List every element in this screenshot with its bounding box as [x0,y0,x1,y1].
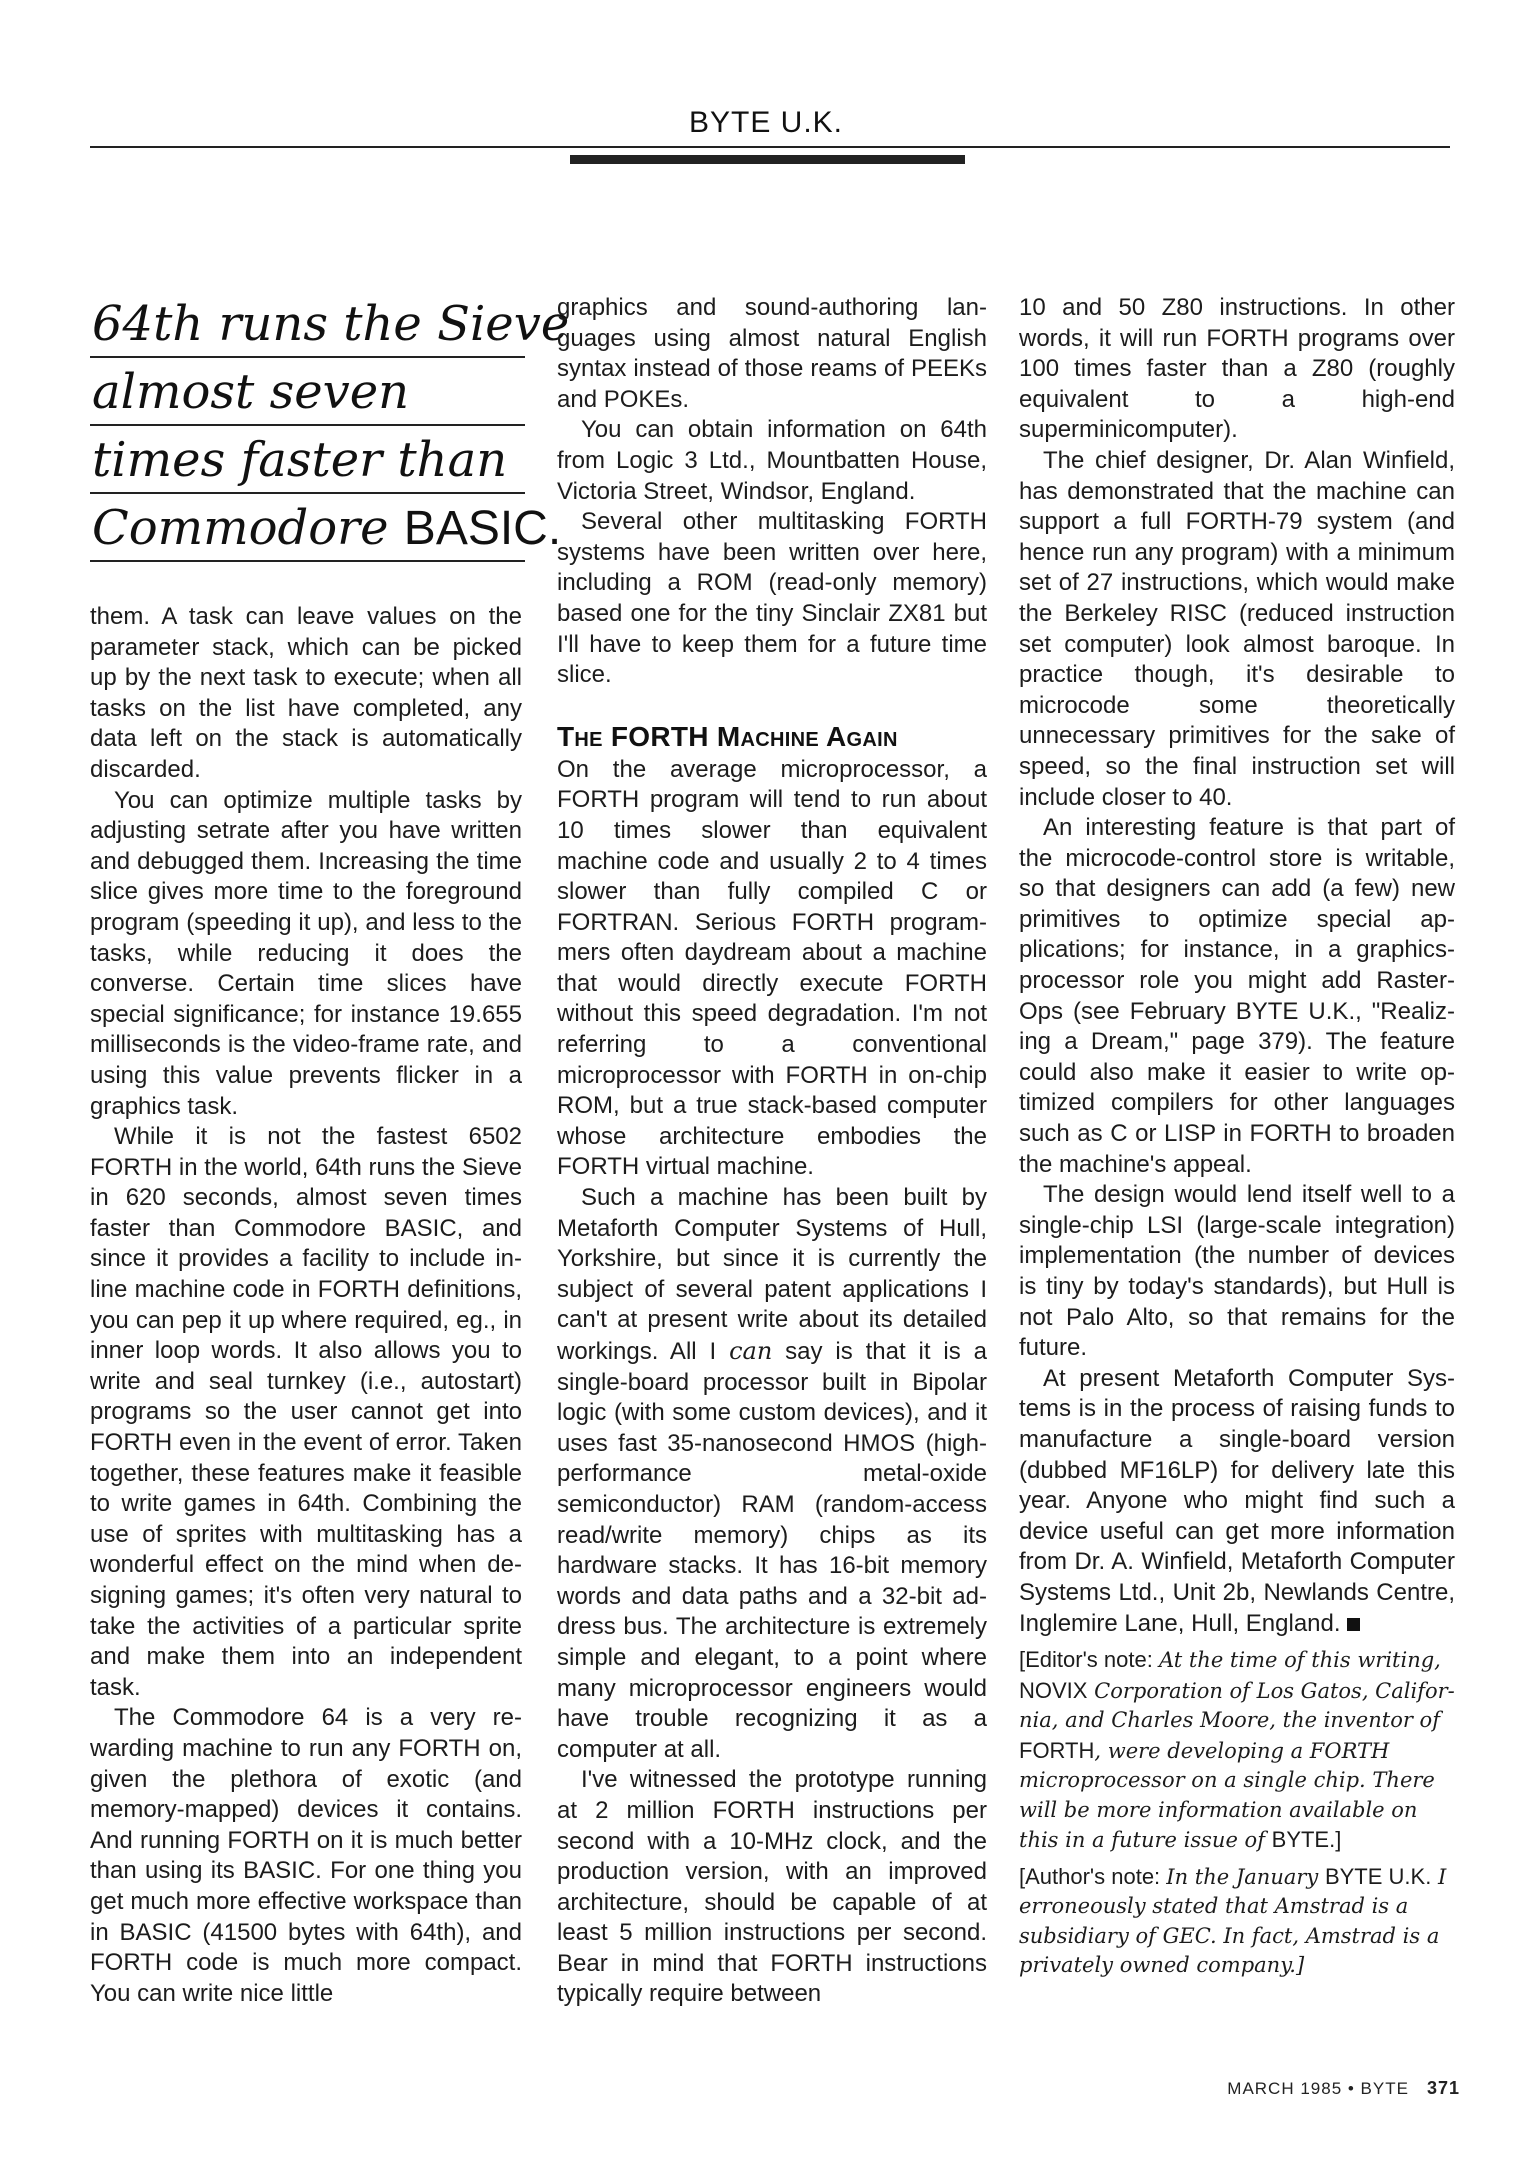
paragraph: You can obtain information on 64th from Logic 3 Ltd., Mountbatten House, Victoria Street, Windsor, England. [557,416,987,505]
paragraph: While it is not the fastest 6502 FORTH in the world, 64th runs the Sieve in 620 seconds, almost seven times faster than Commodore BASIC, and since it provides a facility to include in-line machine code in FORTH definitions, you can pep it up where required, eg., in inner loop words. It also allows you to write and seal turnkey (i.e., autostart) programs so the user cannot get into FORTH even in the event of error. Taken together, these features make it feasible to write games in 64th. Combining the use of sprites with multitasking has a wonderful effect on the mind when designing games; it's often very natural to take the activities of a particular sprite and make them into an independent task. [90,1123,522,1701]
header-bar [570,155,965,164]
editors-note: [Editor's note: At the time of this writing, NOVIX Corporation of Los Gatos, California, and Charles Moore, the inventor of FORTH, were developing a FORTH microprocessor on a single chip. There will be more information available on this in a future issue of BYTE.] [1019,1647,1455,1853]
paragraph: The Commodore 64 is a very rewarding machine to run any FORTH on, given the plethora of exotic (and memory-mapped) devices it contains. And running FORTH on it is much better than using its BASIC. For one thing you get much more effective workspace than in BASIC (41500 bytes with 64th), and FORTH code is much more compact. You can write nice little [90,1704,522,2007]
article-column-3 [1019,293,1455,1981]
pull-quote-line: almost seven [90,360,525,426]
paragraph: You can optimize multiple tasks by adjusting setrate after you have written and debugged them. Increasing the time slice gives more time to the foreground program (speeding it up), and less to the tasks, while reducing it does the converse. Certain time slices have special significance; for instance 19.655 milliseconds is the video-frame rate, and using this value prevents flicker in a graphics task. [90,786,522,1120]
page-number: 371 [1426,2078,1460,2098]
article-column-2 [557,293,987,2010]
paragraph: An interesting feature is that part of the microcode-control store is writable, so that designers can add (a few) new primitives to optimize special applications; for instance, in a graphics-processor role you might add Raster-Ops (see February BYTE U.K., "Realizing a Dream," page 379). The feature could also make it easier to write optimized compilers for other languages such as C or LISP in FORTH to broaden the machine's appeal. [1019,814,1455,1178]
paragraph: The chief designer, Dr. Alan Winfield, has demonstrated that the machine can support a full FORTH-79 system (and hence run any program) with a minimum set of 27 instructions, which would make the Berkeley RISC (reduced instruction set computer) look almost baroque. In practice though, it's desirable to microcode some theoretically unnecessary primitives for the sake of speed, so the final instruction set will include closer to 40. [1019,446,1455,811]
section-heading: The FORTH Machine Again [557,720,898,752]
paragraph: Several other multitasking FORTH systems have been written over here, including a ROM (read-only memory) based one for the tiny Sinclair ZX81 but I'll have to keep them for a future time slice. [557,508,987,689]
paragraph: 10 and 50 Z80 instructions. In other words, it will run FORTH programs over 100 times faster than a Z80 (roughly equivalent to a high-end superminicomputer). [1019,294,1455,444]
page-footer [1160,2078,1460,2099]
paragraph: At present Metaforth Computer Systems is in the process of raising funds to manufacture a single-board version (dubbed MF16LP) for delivery late this year. Anyone who might find such a device useful can get more information from Dr. A. Winfield, Metaforth Computer Systems Ltd., Unit 2b, Newlands Centre, Inglemire Lane, Hull, England. [1019,1364,1455,1637]
header-rule [90,146,1450,148]
article-column-1 [90,602,522,2009]
footer-issue: MARCH 1985 • BYTE [1227,2079,1409,2098]
pull-quote [90,292,570,564]
pull-quote-line: Commodore BASIC. [90,496,525,562]
pull-quote-line: 64th runs the Sieve [90,292,525,358]
paragraph: On the average microprocessor, a FORTH program will tend to run about 10 times slower than equivalent machine code and usually 2 to 4 times slower than fully compiled C or FORTRAN. Serious FORTH programmers often daydream about a machine that would directly execute FORTH without this speed degradation. I'm not referring to a conventional microprocessor with FORTH in on-chip ROM, but a true stack-based computer whose architecture embodies the FORTH virtual machine. [557,755,987,1181]
paragraph: them. A task can leave values on the parameter stack, which can be picked up by the next task to execute; when all tasks on the list have completed, any data left on the stack is automatically discarded. [90,603,522,783]
end-of-article-icon [1347,1618,1360,1631]
paragraph: Such a machine has been built by Metaforth Computer Systems of Hull, Yorkshire, but since it is currently the subject of several patent applications I can't at present write about its detailed workings. All I can say is that it is a single-board processor built in Bipolar logic (with some custom devices), and it uses fast 35-nanosecond HMOS (high-performance metal-oxide semiconductor) RAM (random-access read/write memory) chips as its hardware stacks. It has 16-bit memory words and data paths and a 32-bit address bus. The architecture is extremely simple and elegant, to a point where many microprocessor engineers would have trouble recognizing it as a computer at all. [557,1184,988,1763]
pull-quote-line: times faster than [90,428,525,494]
running-header: BYTE U.K. [688,106,844,139]
paragraph: The design would lend itself well to a single-chip LSI (large-scale integration) implementation (the number of devices is tiny by today's standards), but Hull is not Palo Alto, so that remains for the future. [1019,1181,1455,1362]
paragraph: I've witnessed the prototype running at 2 million FORTH instructions per second with a 10-MHz clock, and the production version, with an improved architecture, should be capable of at least 5 million instructions per second. Bear in mind that FORTH instructions typically require between [557,1766,987,2008]
paragraph: graphics and sound-authoring languages using almost natural English syntax instead of those reams of PEEKs and POKEs. [557,294,987,413]
authors-note: [Author's note: In the January BYTE U.K. I erroneously stated that Amstrad is a subsidiary of GEC. In fact, Amstrad is a privately owned company.] [1019,1863,1447,1978]
